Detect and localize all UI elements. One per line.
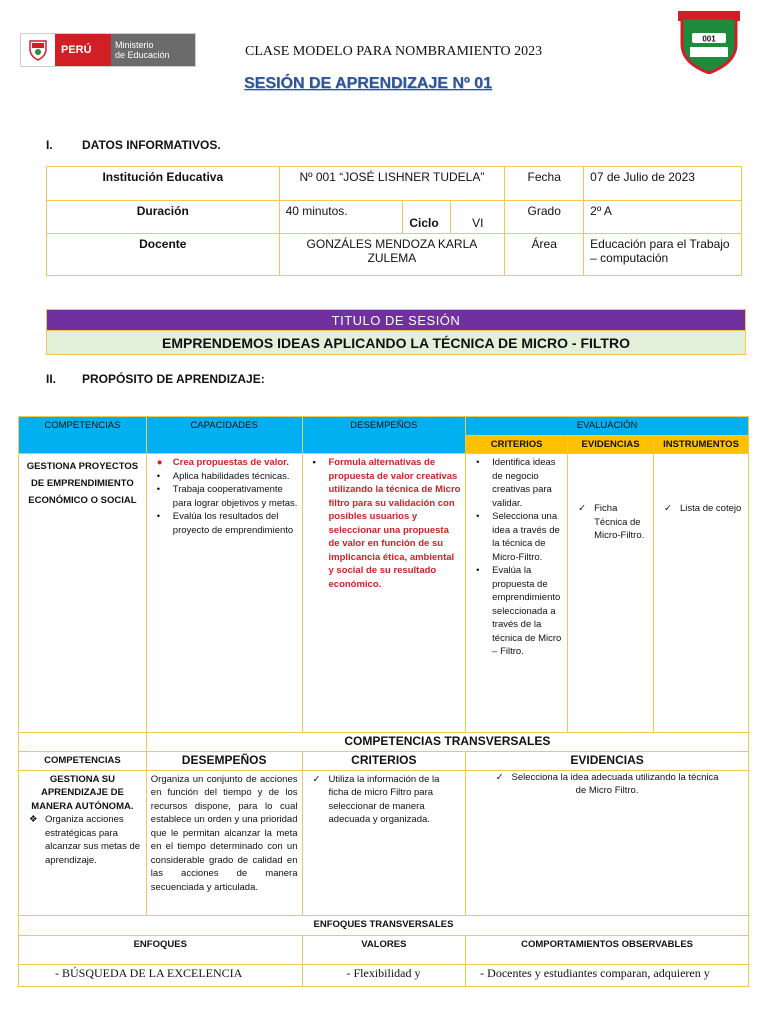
section-heading-datos: I. DATOS INFORMATIVOS. xyxy=(46,138,221,152)
enfoques-transversales-title: ENFOQUES TRANSVERSALES xyxy=(19,915,749,935)
header-comportamientos: COMPORTAMIENTOS OBSERVABLES xyxy=(466,935,749,964)
value-ciclo: VI xyxy=(451,201,505,234)
instrumento-item: ✓ Lista de cotejo xyxy=(664,503,742,514)
criterio-item: • Selecciona una idea a través de la técnica de Micro-Filtro. xyxy=(476,511,560,563)
check-icon: ✓ xyxy=(578,503,587,514)
label-ie: Institución Educativa xyxy=(47,167,280,201)
criterio-item: • Identifica ideas de negocio creativas para validar. xyxy=(476,457,556,509)
header-valores: VALORES xyxy=(302,935,466,964)
valor-value: - Flexibilidad y xyxy=(302,964,466,986)
header-t-evidencias: EVIDENCIAS xyxy=(466,751,749,770)
check-icon: ✓ xyxy=(495,771,504,783)
header-evaluacion: EVALUACIÓN xyxy=(466,417,749,436)
enfoque-value: - BÚSQUEDA DE LA EXCELENCIA xyxy=(19,964,303,986)
desempeno-item: • Formula alternativas de propuesta de valor creativas utilizando la técnica de Micro filtro para su validación con posibles usuarios y seleccionar una propuesta de valor en función de su implicancia ética, ambiental y social de su resultado económico. xyxy=(312,457,461,590)
header-capacidades: CAPACIDADES xyxy=(146,417,302,454)
label-duracion: Duración xyxy=(47,201,280,234)
value-fecha: 07 de Julio de 2023 xyxy=(584,167,742,201)
label-ciclo: Ciclo xyxy=(403,201,451,234)
header-enfoques: ENFOQUES xyxy=(19,935,303,964)
section-heading-proposito: II. PROPÓSITO DE APRENDIZAJE: xyxy=(46,372,265,386)
capacidad-item: • Evalúa los resultados del proyecto de emprendimiento xyxy=(156,511,294,536)
criterios-cell xyxy=(466,454,568,733)
t-criterio-item: ✓ Utiliza la información de la ficha de micro Filtro para seleccionar de manera adecuada y organizada. xyxy=(312,773,440,825)
value-ie: Nº 001 “JOSÉ LISHNER TUDELA” xyxy=(279,167,505,201)
capacidades-cell xyxy=(146,454,302,733)
header-competencias: COMPETENCIAS xyxy=(19,417,147,454)
header-evidencias: EVIDENCIAS xyxy=(568,435,654,454)
header-t-desempenos: DESEMPEÑOS xyxy=(146,751,302,770)
t-desempeno-cell: Organiza un conjunto de acciones en función del tiempo y de los recursos dispone, para lo cual establece un orden y una prioridad que le permitan alcanzar la meta en el tiempo determinado con un considerable grado de calidad en las acciones de manera secuenciada y articulada. xyxy=(146,770,302,915)
label-grado: Grado xyxy=(505,201,584,234)
session-title: SESIÓN DE APRENDIZAJE Nº 01 xyxy=(244,75,492,92)
minedu-logo xyxy=(20,33,196,67)
diamond-icon: ❖ xyxy=(29,814,38,825)
capacidad-item: • Aplica habilidades técnicas. xyxy=(156,470,290,482)
instrumento-cell xyxy=(654,454,749,733)
titulo-sesion-label: TITULO DE SESIÓN xyxy=(46,309,746,331)
value-docente: GONZÁLES MENDOZA KARLA ZULEMA xyxy=(279,234,505,276)
label-area: Área xyxy=(505,234,584,276)
desempeno-cell xyxy=(302,454,466,733)
evidencia-cell xyxy=(568,454,654,733)
datos-informativos-table xyxy=(46,166,742,276)
titulo-sesion-value: EMPRENDEMOS IDEAS APLICANDO LA TÉCNICA DE MICRO - FILTRO xyxy=(46,331,746,355)
t-criterio-cell xyxy=(302,770,466,915)
capacidad-item: ● Crea propuestas de valor. xyxy=(156,457,289,468)
capacidad-item: • Trabaja cooperativamente para lograr objetivos y metas. xyxy=(156,484,298,509)
document-title: CLASE MODELO PARA NOMBRAMIENTO 2023 xyxy=(245,44,543,59)
value-duracion: 40 minutos. xyxy=(279,201,403,234)
label-fecha: Fecha xyxy=(505,167,584,201)
check-icon: ✓ xyxy=(664,503,672,514)
header-desempenos: DESEMPEÑOS xyxy=(302,417,466,454)
header-t-competencias: COMPETENCIAS xyxy=(19,751,147,770)
header-instrumentos: INSTRUMENTOS xyxy=(654,435,749,454)
label-docente: Docente xyxy=(47,234,280,276)
proposito-table xyxy=(18,416,749,987)
competencia-cell: GESTIONA PROYECTOS DE EMPRENDIMIENTO ECONÓMICO O SOCIAL xyxy=(19,454,147,733)
t-competencia-cell: GESTIONA SU APRENDIZAJE DE MANERA AUTÓNOMA. ❖ Organiza acciones estratégicas para alcanzar sus metas de aprendizaje. xyxy=(19,770,147,915)
peru-shield-icon xyxy=(21,34,55,66)
evidencia-item: ✓ Ficha Técnica de Micro-Filtro. xyxy=(578,503,645,541)
value-grado: 2º A xyxy=(584,201,742,234)
comportamiento-value: - Docentes y estudiantes comparan, adquieren y xyxy=(466,964,749,986)
t-evidencia-cell: ✓ Selecciona la idea adecuada utilizando la técnica de Micro Filtro. xyxy=(466,770,749,915)
value-area: Educación para el Trabajo – computación xyxy=(584,234,742,276)
header-t-criterios: CRITERIOS xyxy=(302,751,466,770)
header-criterios: CRITERIOS xyxy=(466,435,568,454)
check-icon: ✓ xyxy=(312,773,321,785)
criterio-item: • Evalúa la propuesta de emprendimiento seleccionada a través de la técnica de Micro – Filtro. xyxy=(476,565,562,657)
competencias-transversales-title: COMPETENCIAS TRANSVERSALES xyxy=(146,733,748,752)
logo-country: PERÚ xyxy=(55,34,111,66)
logo-ministry: Ministerio de Educación xyxy=(111,34,195,66)
t-competencia-item: ❖ Organiza acciones estratégicas para alcanzar sus metas de aprendizaje. xyxy=(29,814,141,866)
svg-text:001: 001 xyxy=(702,34,716,44)
school-badge-icon xyxy=(676,8,742,74)
